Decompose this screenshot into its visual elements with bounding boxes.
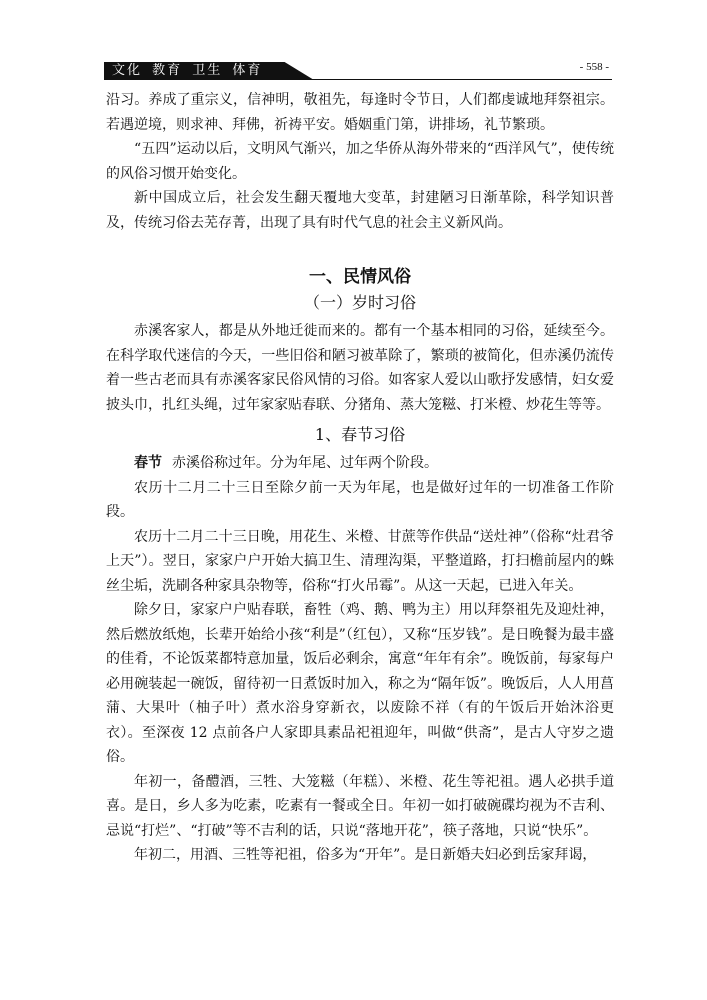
chapter-title: 一、民情风俗 xyxy=(309,267,411,287)
section-paragraph: 赤溪客家人，都是从外地迁徙而来的。都有一个基本相同的习俗，延续至今。在科学取代迷信的今天，一些旧俗和陋习被革除了，繁琐的被简化，但赤溪仍流传着一些古老而具有赤溪客家民俗风情的习俗。如客家人爱以山歌抒发感情，妇女爱披头巾，扎红头绳，过年家家贴春联、分猪角、蒸大笼糍、打米橙、炒花生等等。 xyxy=(106,323,614,413)
spring-festival-desc: 赤溪俗称过年。分为年尾、过年两个阶段。 xyxy=(172,455,438,471)
subsection-title: 1、春节习俗 xyxy=(314,425,406,444)
spring-festival-term: 春节 xyxy=(134,455,162,471)
header-title: 文化 教育 卫生 体育 xyxy=(112,63,263,78)
intro-paragraph-3: 新中国成立后，社会发生翻天覆地大变革，封建陋习日渐革除，科学知识普及，传统习俗去芜存菁，出现了具有时代气息的社会主义新风尚。 xyxy=(106,190,614,231)
intro-paragraph-2: “五四”运动以后，文明风气渐兴，加之华侨从海外带来的“西洋风气”，使传统的风俗习惯开始变化。 xyxy=(106,141,614,182)
spring-festival-paragraph xyxy=(106,451,614,476)
section-title: （一）岁时习俗 xyxy=(303,293,416,312)
year-end-paragraph: 农历十二月二十三日至除夕前一天为年尾，也是做好过年的一切准备工作阶段。 xyxy=(106,479,614,520)
page-body xyxy=(106,88,614,868)
header-divider xyxy=(104,79,612,80)
first-day-paragraph: 年初一，备醴酒，三牲、大笼糍（年糕）、米橙、花生等祀祖。遇人必拱手道喜。是日，乡人多为吃素，吃素有一餐或全日。年初一如打破碗碟均视为不吉利、忌说“打烂”、“打破”等不吉利的话，只说“落地开花”，筷子落地，只说“快乐”。 xyxy=(106,773,614,839)
intro-paragraph-1: 沿习。养成了重宗义，信神明，敬祖先，每逢时令节日，人们都虔诚地拜祭祖宗。若遇逆境，则求神、拜佛，祈祷平安。婚姻重门第，讲排场，礼节繁琐。 xyxy=(106,92,614,133)
kitchen-god-paragraph: 农历十二月二十三日晚，用花生、米橙、甘蔗等作供品“送灶神”（俗称“灶君爷上天”）。翌日，家家户户开始大搞卫生、清理沟渠，平整道路，打扫檐前屋内的蛛丝尘垢，洗刷各种家具杂物等，俗称“打火吊霉”。从这一天起，已进入年关。 xyxy=(106,528,614,594)
new-years-eve-paragraph: 除夕日，家家户户贴春联，畜牲（鸡、鹅、鸭为主）用以拜祭祖先及迎灶神，然后燃放纸炮，长辈开始给小孩“利是”（红包），又称“压岁钱”。是日晚餐为最丰盛的佳肴，不论饭菜都特意加量，饭后必剩余，寓意“年年有余”。晚饭前，每家每户必用碗装起一碗饭，留待初一日煮饭时加入，称之为“隔年饭”。晚饭后，人人用菖蒲、大果叶（柚子叶）煮水浴身穿新衣，以废除不祥（有的午饭后开始沐浴更衣）。至深夜 12 点前各户人家即具素品祀祖迎年，叫做“供斋”，是古人守岁之遗俗。 xyxy=(106,602,614,765)
second-day-paragraph: 年初二，用酒、三牲等祀祖，俗多为“开年”。是日新婚夫妇必到岳家拜谒， xyxy=(134,847,597,863)
page-number: - 558 - xyxy=(579,61,609,73)
